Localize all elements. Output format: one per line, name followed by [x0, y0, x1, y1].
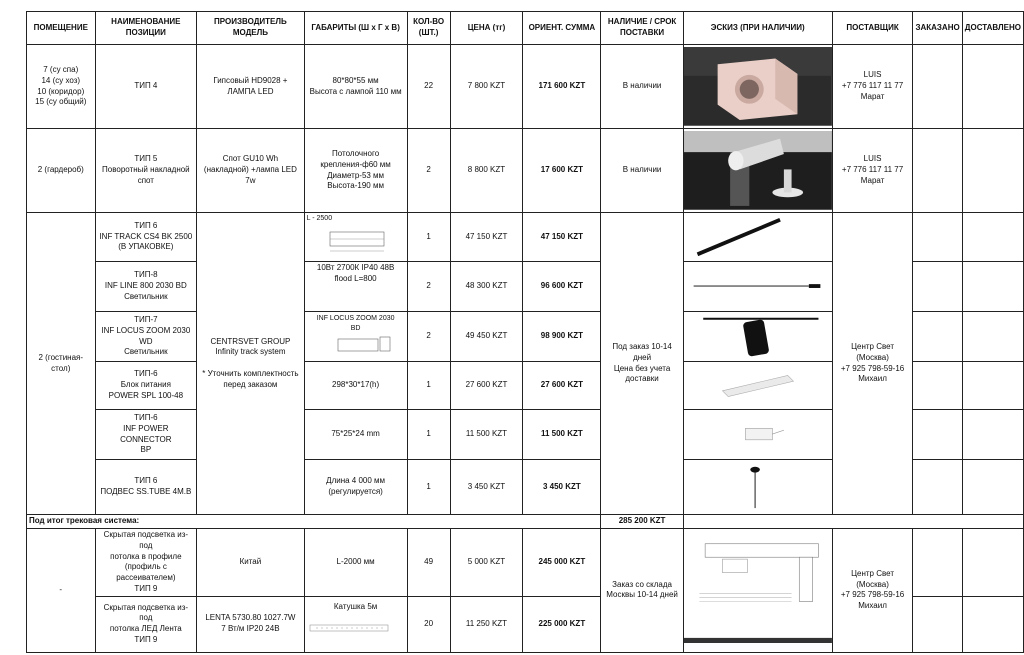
avail-cell: В наличии [601, 45, 683, 129]
ordered-cell[interactable] [913, 45, 962, 129]
delivered-cell[interactable] [962, 312, 1023, 362]
sum-cell: 96 600 KZT [523, 262, 601, 312]
ordered-cell[interactable] [913, 262, 962, 312]
qty-cell: 1 [407, 460, 450, 515]
table-row [27, 45, 1024, 129]
delivered-cell[interactable] [962, 213, 1023, 262]
col-delivered: ДОСТАВЛЕНО [962, 12, 1023, 45]
subtotal-row [27, 515, 1024, 529]
header-row [27, 12, 1024, 45]
maker-cell: Гипсовый HD9028 + ЛАМПА LED [197, 45, 305, 129]
table-row [27, 129, 1024, 213]
spec-table [26, 11, 1024, 653]
col-price: ЦЕНА (тг) [450, 12, 523, 45]
maker-cell: Китай [197, 529, 305, 597]
col-name: НАИМЕНОВАНИЕ ПОЗИЦИИ [95, 12, 197, 45]
table-row [27, 213, 1024, 262]
spot-photo [684, 131, 832, 210]
price-cell: 8 800 KZT [450, 129, 523, 213]
ordered-cell[interactable] [913, 362, 962, 410]
name-cell: ТИП 6 ПОДВЕС SS.TUBE 4M.B [95, 460, 197, 515]
dims-cell [304, 213, 407, 262]
dims-cell: 10Вт 2700К IP40 48В flood L=800 [304, 262, 407, 312]
dims-label: INF LOCUS ZOOM 2030 BD [316, 315, 395, 332]
name-cell: Скрытая подсветка из-под потолка в профиле (профиль с рассеивателем) ТИП 9 [95, 529, 197, 597]
sum-cell: 17 600 KZT [523, 129, 601, 213]
price-cell: 48 300 KZT [450, 262, 523, 312]
qty-cell: 1 [407, 213, 450, 262]
sum-cell: 225 000 KZT [523, 596, 601, 652]
name-cell: ТИП-7 INF LOCUS ZOOM 2030 WD Светильник [95, 312, 197, 362]
sum-cell: 98 900 KZT [523, 312, 601, 362]
led-tape-drawing [306, 613, 406, 643]
ordered-cell[interactable] [913, 529, 962, 597]
qty-cell: 49 [407, 529, 450, 597]
ordered-cell[interactable] [913, 129, 962, 213]
sum-cell: 3 450 KZT [523, 460, 601, 515]
name-cell: ТИП 6 INF TRACK CS4 BK 2500 (В УПАКОВКЕ) [95, 213, 197, 262]
dims-label: L - 2500 [306, 215, 333, 223]
ordered-cell[interactable] [913, 596, 962, 652]
price-cell: 3 450 KZT [450, 460, 523, 515]
qty-cell: 20 [407, 596, 450, 652]
table-row [27, 529, 1024, 597]
room-cell: - [27, 529, 96, 653]
qty-cell: 2 [407, 312, 450, 362]
sketch-cell [683, 362, 832, 410]
delivered-cell[interactable] [962, 460, 1023, 515]
track-drawing [306, 224, 406, 256]
col-qty: КОЛ-ВО (ШТ.) [407, 12, 450, 45]
dims-label: Катушка 5м [333, 601, 378, 611]
price-cell: 49 450 KZT [450, 312, 523, 362]
sum-cell: 11 500 KZT [523, 410, 601, 460]
delivered-cell[interactable] [962, 362, 1023, 410]
sum-cell: 27 600 KZT [523, 362, 601, 410]
delivered-cell[interactable] [962, 596, 1023, 652]
col-maker: ПРОИЗВОДИТЕЛЬ МОДЕЛЬ [197, 12, 305, 45]
delivered-cell[interactable] [962, 529, 1023, 597]
ordered-cell[interactable] [913, 410, 962, 460]
room-cell: 2 (гардероб) [27, 129, 96, 213]
sketch-cell [683, 410, 832, 460]
sketch-cell [683, 529, 832, 653]
col-room: ПОМЕЩЕНИЕ [27, 12, 96, 45]
name-cell: ТИП 5 Поворотный накладной спот [95, 129, 197, 213]
col-avail: НАЛИЧИЕ / СРОК ПОСТАВКИ [601, 12, 683, 45]
sketch-cell [683, 312, 832, 362]
line-light-sketch [684, 263, 832, 309]
sum-cell: 47 150 KZT [523, 213, 601, 262]
qty-cell: 22 [407, 45, 450, 129]
supplier-cell: LUIS +7 776 117 11 77 Марат [832, 45, 913, 129]
name-cell: ТИП-6 INF POWER CONNECTOR BP [95, 410, 197, 460]
price-cell: 7 800 KZT [450, 45, 523, 129]
ordered-cell[interactable] [913, 460, 962, 515]
room-cell: 7 (су спа) 14 (су хоз) 10 (коридор) 15 (су общий) [27, 45, 96, 129]
subtotal-value: 285 200 KZT [601, 515, 683, 529]
supplier-cell: LUIS +7 776 117 11 77 Марат [832, 129, 913, 213]
qty-cell: 1 [407, 362, 450, 410]
col-ordered: ЗАКАЗАНО [913, 12, 962, 45]
price-cell: 27 600 KZT [450, 362, 523, 410]
subtotal-label: Под итог трековая система: [27, 515, 601, 529]
ordered-cell[interactable] [913, 213, 962, 262]
sum-cell: 171 600 KZT [523, 45, 601, 129]
qty-cell: 2 [407, 129, 450, 213]
name-cell: Скрытая подсветка из-под потолка ЛЕД Лента ТИП 9 [95, 596, 197, 652]
dims-cell: 80*80*55 мм Высота с лампой 110 мм [304, 45, 407, 129]
suspension-sketch [684, 462, 832, 512]
col-sum: ОРИЕНТ. СУММА [523, 12, 601, 45]
avail-cell: Заказ со склада Москвы 10-14 дней [601, 529, 683, 653]
qty-cell: 1 [407, 410, 450, 460]
sketch-cell [683, 213, 832, 262]
col-dims: ГАБАРИТЫ (Ш х Г х В) [304, 12, 407, 45]
zoom-spot-sketch [684, 313, 832, 359]
supplier-cell: Центр Свет (Москва) +7 925 798-59-16 Михаил [832, 213, 913, 515]
sum-cell: 245 000 KZT [523, 529, 601, 597]
dims-cell: L-2000 мм [304, 529, 407, 597]
price-cell: 11 500 KZT [450, 410, 523, 460]
ordered-cell[interactable] [913, 312, 962, 362]
name-cell: ТИП 4 [95, 45, 197, 129]
delivered-cell[interactable] [962, 45, 1023, 129]
name-cell: ТИП-6 Блок питания POWER SPL 100-48 [95, 362, 197, 410]
maker-cell: Спот GU10 Wh (накладной) +лампа LED 7w [197, 129, 305, 213]
maker-cell: LENTA 5730.80 1027.7W 7 Вт/м IP20 24В [197, 596, 305, 652]
qty-cell: 2 [407, 262, 450, 312]
supplier-cell: Центр Свет (Москва) +7 925 798-59-16 Михаил [832, 529, 913, 653]
name-cell: ТИП-8 INF LINE 800 2030 BD Светильник [95, 262, 197, 312]
connector-sketch [684, 411, 832, 457]
subtotal-empty [683, 515, 1023, 529]
dims-cell [304, 596, 407, 652]
sketch-cell [683, 262, 832, 312]
sketch-cell [683, 129, 832, 213]
lamp-photo-square [684, 47, 832, 126]
sketch-cell [683, 460, 832, 515]
price-cell: 5 000 KZT [450, 529, 523, 597]
dims-cell [304, 312, 407, 362]
dims-cell: Потолочного крепления-ф60 мм Диаметр-53 мм Высота-190 мм [304, 129, 407, 213]
price-cell: 11 250 KZT [450, 596, 523, 652]
dims-cell: Длина 4 000 мм (регулируется) [304, 460, 407, 515]
col-supplier: ПОСТАВЩИК [832, 12, 913, 45]
price-cell: 47 150 KZT [450, 213, 523, 262]
profile-drawing [684, 538, 832, 644]
delivered-cell[interactable] [962, 410, 1023, 460]
avail-cell: Под заказ 10-14 дней Цена без учета доставки [601, 213, 683, 515]
col-sketch: ЭСКИЗ (ПРИ НАЛИЧИИ) [683, 12, 832, 45]
dims-cell: 298*30*17(h) [304, 362, 407, 410]
maker-cell: CENTRSVET GROUP Infinity track system * Уточнить комплектность перед заказом [197, 213, 305, 515]
delivered-cell[interactable] [962, 262, 1023, 312]
avail-cell: В наличии [601, 129, 683, 213]
dims-cell: 75*25*24 mm [304, 410, 407, 460]
locus-drawing [306, 333, 406, 355]
delivered-cell[interactable] [962, 129, 1023, 213]
sketch-cell [683, 45, 832, 129]
room-cell: 2 (гостиная-стол) [27, 213, 96, 515]
power-supply-sketch [684, 362, 832, 408]
track-rail-sketch [684, 214, 832, 260]
